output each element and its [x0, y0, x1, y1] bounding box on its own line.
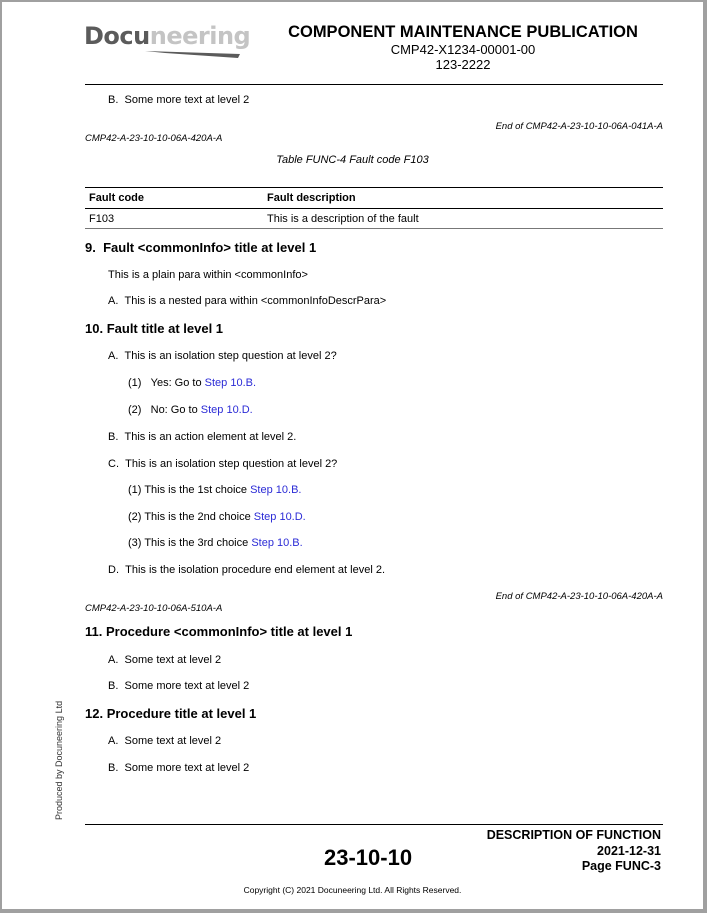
issue-date: 2021-12-31: [597, 844, 661, 858]
table-caption: Table FUNC-4 Fault code F103: [276, 154, 429, 166]
item-text: Yes: Go to: [150, 377, 205, 389]
list-item: [108, 654, 221, 666]
logo-part-dark: Docu: [84, 22, 150, 50]
end-marker: End of CMP42-A-23-10-10-06A-420A-A: [495, 591, 663, 602]
footer-rule: [85, 824, 663, 825]
item-label: C.: [108, 458, 119, 470]
dm-code: CMP42-A-23-10-10-06A-510A-A: [85, 603, 223, 614]
publication-title: COMPONENT MAINTENANCE PUBLICATION: [288, 23, 638, 41]
item-label: (1): [128, 484, 142, 496]
sub-item: [128, 484, 301, 496]
section-number: 11.: [85, 624, 103, 639]
logo-part-light: neering: [149, 22, 251, 50]
item-label: (2): [128, 511, 142, 523]
item-label: A.: [108, 295, 119, 307]
column-header-fault-description: Fault description: [263, 188, 663, 209]
step-link[interactable]: Step 10.D.: [253, 511, 306, 523]
item-label: (3): [128, 537, 142, 549]
section-9-heading: [85, 240, 316, 255]
list-item: [108, 762, 249, 774]
dm-code: CMP42-A-23-10-10-06A-420A-A: [85, 133, 223, 144]
table-row: [85, 209, 663, 229]
document-page: [2, 2, 703, 909]
chapter-code: 23-10-10: [324, 845, 413, 870]
section-title: Procedure <commonInfo> title at level 1: [105, 624, 353, 639]
list-item: [108, 680, 249, 692]
item-label: D.: [108, 564, 119, 576]
step-link[interactable]: Step 10.D.: [200, 404, 253, 416]
item-label: (2): [128, 404, 142, 416]
item-text: This is the 3rd choice: [144, 537, 252, 549]
item-label: B.: [108, 94, 119, 106]
item-label: A.: [108, 350, 119, 362]
item-text: Some text at level 2: [124, 654, 222, 666]
sub-item: [128, 511, 306, 523]
copyright: Copyright (C) 2021 Docuneering Ltd. All Rights Reserved.: [243, 885, 462, 895]
item-label: B.: [108, 680, 119, 692]
plain-para: This is a plain para within <commonInfo>: [108, 269, 308, 281]
step-link[interactable]: Step 10.B.: [204, 377, 257, 389]
column-header-fault-code: Fault code: [85, 188, 263, 209]
section-12-heading: [85, 706, 256, 721]
docuneering-logo: [84, 22, 250, 50]
item-label: B.: [108, 762, 119, 774]
produced-by-note: Produced by Docuneering Ltd: [54, 700, 64, 820]
document-number: CMP42-X1234-00001-00: [390, 42, 536, 57]
item-text: This is the 2nd choice: [144, 511, 254, 523]
item-text: No: Go to: [150, 404, 201, 416]
item-text: Some more text at level 2: [124, 762, 250, 774]
sub-item: [128, 404, 253, 416]
document-subnumber: 123-2222: [435, 57, 491, 72]
section-number: 12.: [85, 706, 104, 721]
section-10-heading: [85, 321, 223, 336]
item-text: Some more text at level 2: [124, 680, 250, 692]
item-text: This is a nested para within <commonInfoDescrPara>: [124, 295, 387, 307]
section-number: 9.: [85, 240, 96, 255]
step-link[interactable]: Step 10.B.: [250, 484, 302, 496]
page-number: Page FUNC-3: [581, 859, 661, 873]
item-text: This is an action element at level 2.: [124, 431, 297, 443]
cell-fault-code: F103: [85, 209, 263, 229]
list-item: [108, 458, 337, 470]
list-item: [108, 94, 249, 106]
section-title: Procedure title at level 1: [106, 706, 257, 721]
section-name: DESCRIPTION OF FUNCTION: [486, 828, 661, 842]
section-11-heading: [85, 624, 352, 639]
list-item: [108, 564, 385, 576]
item-text: Some more text at level 2: [124, 94, 250, 106]
section-number: 10.: [85, 321, 104, 336]
list-item: [108, 350, 337, 362]
end-marker: End of CMP42-A-23-10-10-06A-041A-A: [495, 121, 663, 132]
item-text: This is an isolation step question at level 2?: [124, 350, 337, 362]
sub-item: [128, 537, 303, 549]
fault-code-table: [85, 187, 663, 229]
section-title: Fault title at level 1: [106, 321, 224, 336]
list-item: [108, 431, 296, 443]
item-text: This is the isolation procedure end element at level 2.: [125, 564, 385, 576]
item-label: B.: [108, 431, 119, 443]
item-label: A.: [108, 735, 119, 747]
header-rule: [85, 84, 663, 85]
cell-fault-description: This is a description of the fault: [263, 209, 663, 229]
step-link[interactable]: Step 10.B.: [251, 537, 303, 549]
item-label: A.: [108, 654, 119, 666]
logo-swoosh-icon: [145, 51, 240, 58]
list-item: [108, 735, 221, 747]
list-item: [108, 295, 386, 307]
item-text: This is the 1st choice: [144, 484, 251, 496]
sub-item: [128, 377, 256, 389]
item-text: Some text at level 2: [124, 735, 222, 747]
item-label: (1): [128, 377, 142, 389]
section-title: Fault <commonInfo> title at level 1: [103, 240, 317, 255]
item-text: This is an isolation step question at level 2?: [125, 458, 338, 470]
